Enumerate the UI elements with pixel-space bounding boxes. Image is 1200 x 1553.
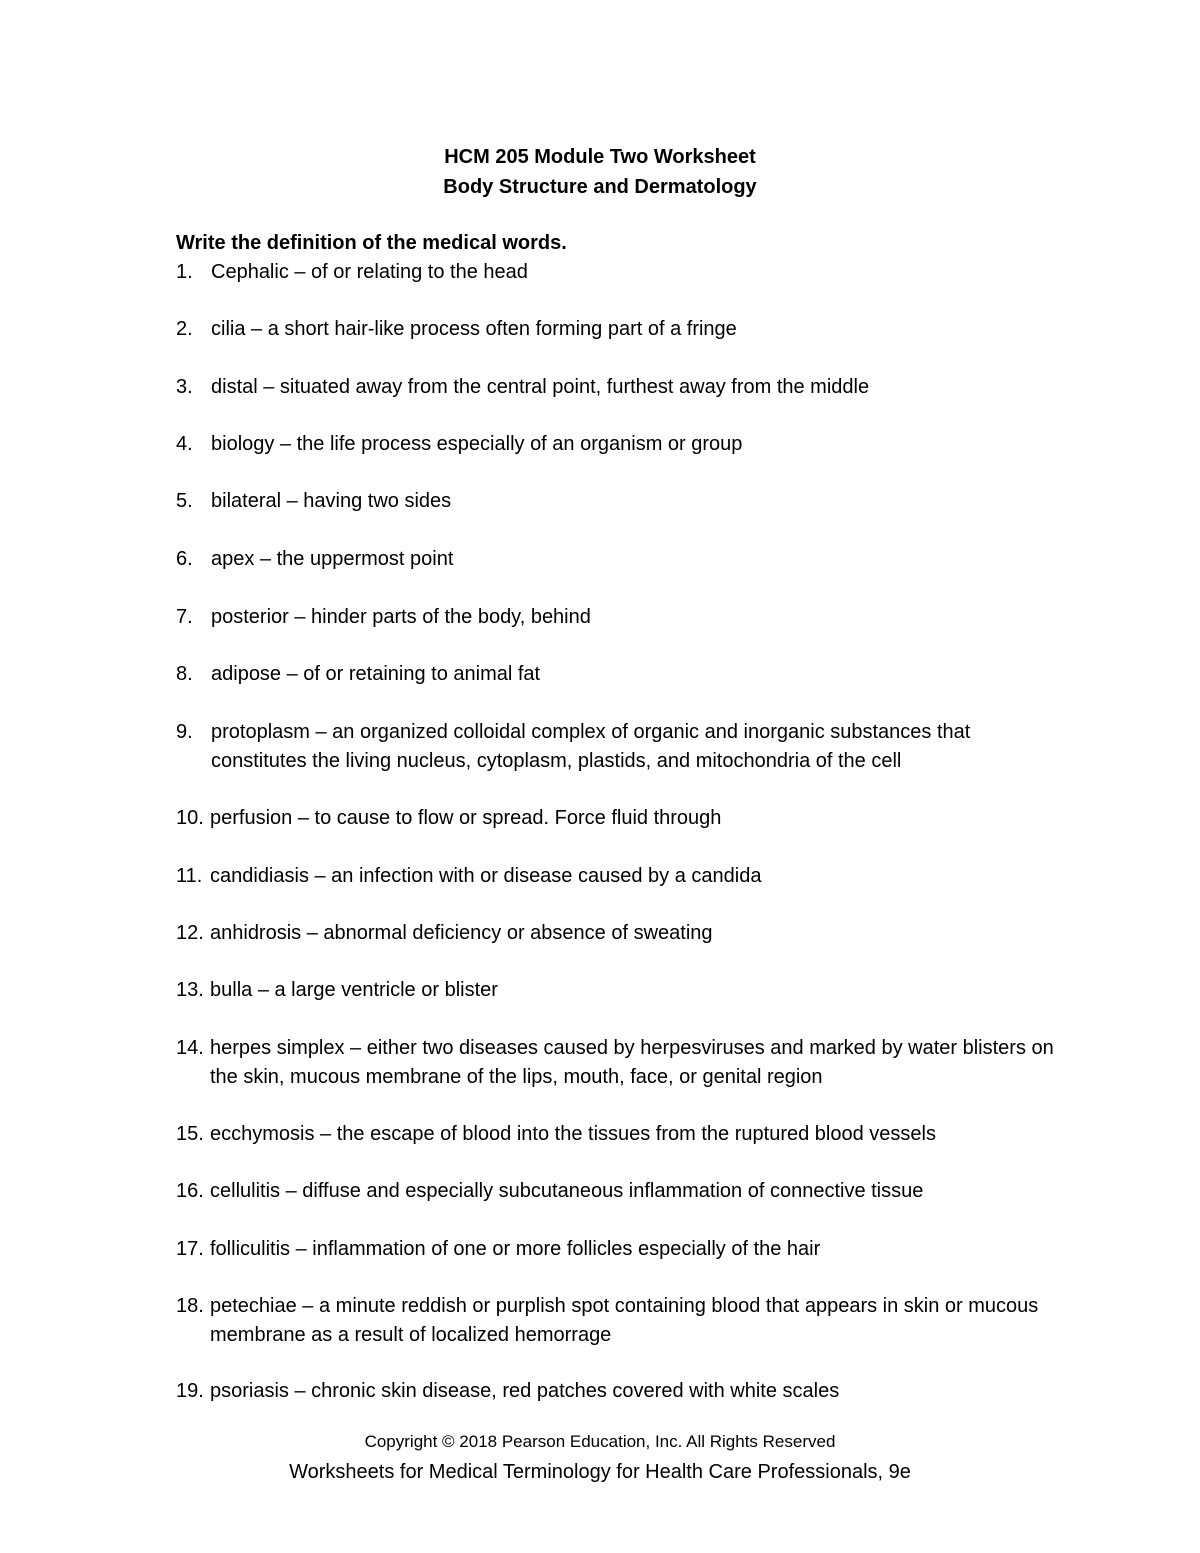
title-block bbox=[0, 142, 1200, 202]
page-footer bbox=[0, 1428, 1200, 1488]
item-text: bulla – a large ventricle or blister bbox=[210, 979, 498, 1001]
worksheet-title: HCM 205 Module Two Worksheet bbox=[444, 146, 756, 168]
item-number: 13. bbox=[176, 979, 204, 1001]
item-text: posterior – hinder parts of the body, behind bbox=[211, 606, 591, 628]
list-item bbox=[176, 1292, 1056, 1350]
item-number: 14. bbox=[176, 1037, 204, 1059]
item-number: 4. bbox=[176, 433, 193, 455]
list-item bbox=[176, 919, 1056, 948]
list-item bbox=[176, 430, 1056, 459]
item-number: 6. bbox=[176, 548, 193, 570]
item-number: 11. bbox=[176, 865, 203, 887]
list-item bbox=[176, 660, 1056, 689]
instructions: Write the definition of the medical words. bbox=[176, 232, 567, 254]
list-item bbox=[176, 1120, 1056, 1149]
item-text: Cephalic – of or relating to the head bbox=[211, 261, 528, 283]
item-text: candidiasis – an infection with or disease caused by a candida bbox=[210, 865, 762, 887]
item-text: perfusion – to cause to flow or spread. Force fluid through bbox=[210, 807, 722, 829]
item-number: 5. bbox=[176, 490, 193, 512]
item-text: biology – the life process especially of an organism or group bbox=[211, 433, 743, 455]
list-item bbox=[176, 603, 1056, 632]
list-item bbox=[176, 315, 1056, 344]
item-text: psoriasis – chronic skin disease, red patches covered with white scales bbox=[210, 1380, 840, 1402]
list-item bbox=[176, 718, 1056, 776]
item-text: adipose – of or retaining to animal fat bbox=[211, 663, 541, 685]
list-item bbox=[176, 1034, 1056, 1092]
item-number: 1. bbox=[176, 261, 193, 283]
item-number: 18. bbox=[176, 1295, 204, 1317]
list-item bbox=[176, 1235, 1056, 1264]
item-number: 16. bbox=[176, 1180, 204, 1202]
item-number: 19. bbox=[176, 1380, 204, 1402]
item-text: protoplasm – an organized colloidal complex of organic and inorganic substances that constitutes the living nucleus, cytoplasm, plastids, and mitochondria of the cell bbox=[211, 721, 971, 772]
item-text: bilateral – having two sides bbox=[211, 490, 452, 512]
worksheet-subtitle: Body Structure and Dermatology bbox=[443, 176, 757, 198]
list-item bbox=[176, 862, 1056, 891]
list-item bbox=[176, 373, 1056, 402]
item-text: herpes simplex – either two diseases caused by herpesviruses and marked by water blisters on the skin, mucous membrane of the lips, mouth, face, or genital region bbox=[210, 1037, 1054, 1088]
item-text: ecchymosis – the escape of blood into the tissues from the ruptured blood vessels bbox=[210, 1123, 936, 1145]
book-title: Worksheets for Medical Terminology for Health Care Professionals, 9e bbox=[289, 1461, 911, 1483]
item-number: 2. bbox=[176, 318, 193, 340]
list-item bbox=[176, 258, 1056, 287]
item-text: cilia – a short hair-like process often forming part of a fringe bbox=[211, 318, 737, 340]
list-item bbox=[176, 1377, 1056, 1406]
list-item bbox=[176, 976, 1056, 1005]
item-text: anhidrosis – abnormal deficiency or absence of sweating bbox=[210, 922, 713, 944]
copyright-notice: Copyright © 2018 Pearson Education, Inc. All Rights Reserved bbox=[364, 1432, 836, 1451]
item-number: 10. bbox=[176, 807, 204, 829]
list-item bbox=[176, 804, 1056, 833]
list-item bbox=[176, 1177, 1056, 1206]
item-number: 15. bbox=[176, 1123, 204, 1145]
item-text: cellulitis – diffuse and especially subcutaneous inflammation of connective tissue bbox=[210, 1180, 924, 1202]
item-number: 3. bbox=[176, 376, 193, 398]
item-number: 17. bbox=[176, 1238, 204, 1260]
list-item bbox=[176, 487, 1056, 516]
list-item bbox=[176, 545, 1056, 574]
item-text: petechiae – a minute reddish or purplish spot containing blood that appears in skin or mucous membrane as a result of localized hemorrage bbox=[210, 1295, 1039, 1346]
item-text: distal – situated away from the central point, furthest away from the middle bbox=[211, 376, 870, 398]
item-text: apex – the uppermost point bbox=[211, 548, 454, 570]
item-text: folliculitis – inflammation of one or more follicles especially of the hair bbox=[210, 1238, 821, 1260]
item-number: 9. bbox=[176, 721, 193, 743]
item-number: 12. bbox=[176, 922, 204, 944]
item-number: 7. bbox=[176, 606, 193, 628]
item-number: 8. bbox=[176, 663, 193, 685]
